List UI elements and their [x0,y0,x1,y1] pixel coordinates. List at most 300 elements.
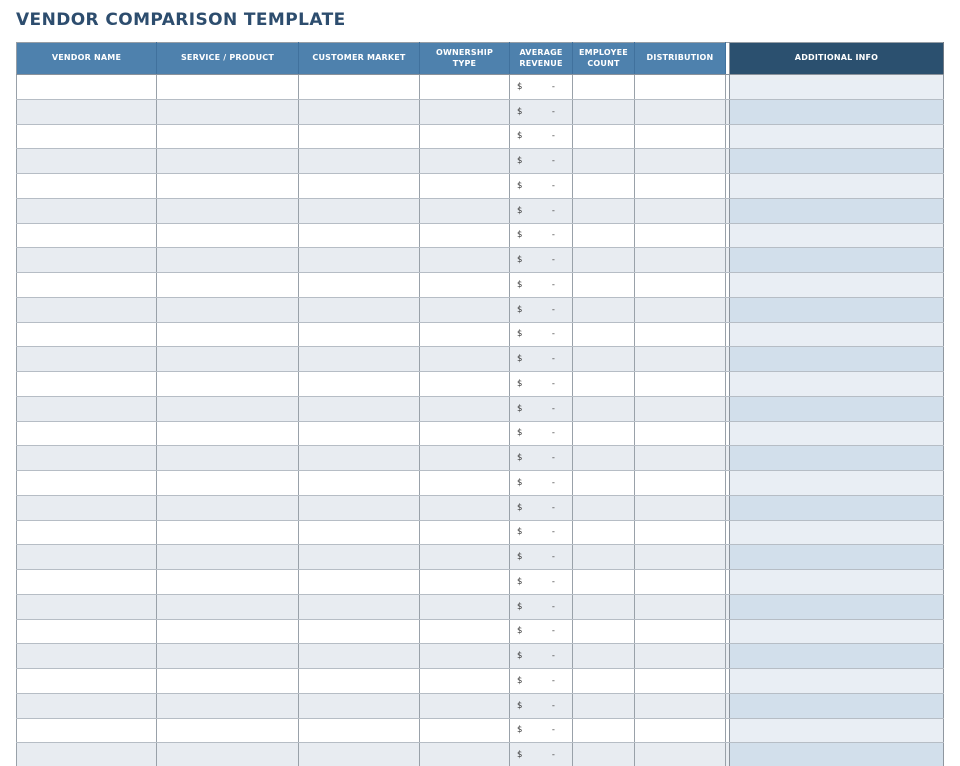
empty-amount: - [551,255,555,266]
cell-customer-market[interactable] [299,421,420,446]
cell-customer-market[interactable] [299,495,420,520]
cell-service-product[interactable] [157,495,299,520]
table-row [17,421,944,446]
revenue-placeholder [510,719,572,743]
cell-distribution[interactable] [635,248,726,273]
cell-vendor-name[interactable] [17,718,157,743]
revenue-placeholder [510,75,572,99]
revenue-placeholder [510,570,572,594]
cell-distribution[interactable] [635,99,726,124]
cell-additional-info[interactable] [730,545,944,570]
cell-customer-market[interactable] [299,174,420,199]
cell-customer-market[interactable] [299,718,420,743]
cell-distribution[interactable] [635,322,726,347]
table-row [17,297,944,322]
table-row [17,322,944,347]
cell-additional-info[interactable] [730,693,944,718]
cell-ownership-type[interactable] [420,75,510,100]
cell-additional-info[interactable] [730,471,944,496]
cell-additional-info[interactable] [730,248,944,273]
cell-distribution[interactable] [635,743,726,766]
cell-customer-market[interactable] [299,124,420,149]
cell-customer-market[interactable] [299,347,420,372]
cell-vendor-name[interactable] [17,570,157,595]
cell-distribution[interactable] [635,644,726,669]
cell-average-revenue[interactable] [510,99,573,124]
cell-vendor-name[interactable] [17,223,157,248]
cell-vendor-name[interactable] [17,743,157,766]
cell-ownership-type[interactable] [420,347,510,372]
cell-additional-info[interactable] [730,594,944,619]
empty-amount: - [551,403,555,414]
cell-average-revenue[interactable] [510,223,573,248]
cell-additional-info[interactable] [730,619,944,644]
cell-ownership-type[interactable] [420,372,510,397]
cell-customer-market[interactable] [299,471,420,496]
currency-symbol: $ [517,626,523,637]
currency-symbol: $ [517,131,523,142]
empty-amount: - [551,378,555,389]
cell-additional-info[interactable] [730,99,944,124]
cell-ownership-type[interactable] [420,619,510,644]
cell-customer-market[interactable] [299,322,420,347]
cell-additional-info[interactable] [730,495,944,520]
cell-vendor-name[interactable] [17,693,157,718]
cell-vendor-name[interactable] [17,297,157,322]
cell-additional-info[interactable] [730,347,944,372]
cell-average-revenue[interactable] [510,421,573,446]
cell-additional-info[interactable] [730,372,944,397]
cell-employee-count[interactable] [573,223,635,248]
cell-employee-count[interactable] [573,75,635,100]
currency-symbol: $ [517,329,523,340]
cell-average-revenue[interactable] [510,174,573,199]
cell-ownership-type[interactable] [420,570,510,595]
revenue-placeholder [510,694,572,718]
cell-distribution[interactable] [635,223,726,248]
cell-employee-count[interactable] [573,718,635,743]
cell-vendor-name[interactable] [17,273,157,298]
cell-service-product[interactable] [157,99,299,124]
cell-average-revenue[interactable] [510,297,573,322]
revenue-placeholder [510,595,572,619]
cell-ownership-type[interactable] [420,693,510,718]
cell-distribution[interactable] [635,124,726,149]
empty-amount: - [551,156,555,167]
cell-customer-market[interactable] [299,594,420,619]
cell-additional-info[interactable] [730,396,944,421]
cell-distribution[interactable] [635,198,726,223]
cell-additional-info[interactable] [730,743,944,766]
cell-average-revenue[interactable] [510,644,573,669]
cell-ownership-type[interactable] [420,743,510,766]
currency-symbol: $ [517,255,523,266]
cell-vendor-name[interactable] [17,471,157,496]
column-header-additional-info: ADDITIONAL INFO [730,43,944,75]
cell-additional-info[interactable] [730,174,944,199]
empty-amount: - [551,601,555,612]
empty-amount: - [551,205,555,216]
cell-service-product[interactable] [157,322,299,347]
revenue-placeholder [510,743,572,766]
revenue-placeholder [510,199,572,223]
cell-average-revenue[interactable] [510,545,573,570]
cell-average-revenue[interactable] [510,396,573,421]
cell-ownership-type[interactable] [420,174,510,199]
cell-ownership-type[interactable] [420,644,510,669]
cell-average-revenue[interactable] [510,619,573,644]
cell-ownership-type[interactable] [420,718,510,743]
column-header-customer-market: CUSTOMER MARKET [299,43,420,75]
cell-average-revenue[interactable] [510,495,573,520]
cell-average-revenue[interactable] [510,570,573,595]
cell-additional-info[interactable] [730,223,944,248]
table-header [17,43,944,75]
cell-vendor-name[interactable] [17,174,157,199]
cell-distribution[interactable] [635,75,726,100]
cell-average-revenue[interactable] [510,520,573,545]
cell-service-product[interactable] [157,471,299,496]
cell-service-product[interactable] [157,396,299,421]
cell-distribution[interactable] [635,372,726,397]
cell-additional-info[interactable] [730,322,944,347]
currency-symbol: $ [517,527,523,538]
cell-customer-market[interactable] [299,248,420,273]
cell-vendor-name[interactable] [17,669,157,694]
cell-customer-market[interactable] [299,669,420,694]
cell-employee-count[interactable] [573,248,635,273]
cell-employee-count[interactable] [573,297,635,322]
cell-distribution[interactable] [635,669,726,694]
cell-service-product[interactable] [157,248,299,273]
cell-employee-count[interactable] [573,570,635,595]
cell-employee-count[interactable] [573,198,635,223]
cell-employee-count[interactable] [573,372,635,397]
cell-average-revenue[interactable] [510,75,573,100]
vendor-comparison-table [16,42,944,766]
cell-employee-count[interactable] [573,273,635,298]
cell-average-revenue[interactable] [510,446,573,471]
cell-ownership-type[interactable] [420,322,510,347]
cell-average-revenue[interactable] [510,372,573,397]
cell-customer-market[interactable] [299,693,420,718]
cell-customer-market[interactable] [299,198,420,223]
table-row [17,347,944,372]
currency-symbol: $ [517,81,523,92]
cell-service-product[interactable] [157,644,299,669]
cell-distribution[interactable] [635,545,726,570]
table-row [17,372,944,397]
cell-employee-count[interactable] [573,743,635,766]
currency-symbol: $ [517,106,523,117]
revenue-placeholder [510,644,572,668]
cell-service-product[interactable] [157,520,299,545]
cell-customer-market[interactable] [299,273,420,298]
empty-amount: - [551,453,555,464]
cell-vendor-name[interactable] [17,396,157,421]
cell-ownership-type[interactable] [420,421,510,446]
cell-employee-count[interactable] [573,149,635,174]
revenue-placeholder [510,521,572,545]
cell-customer-market[interactable] [299,619,420,644]
cell-average-revenue[interactable] [510,471,573,496]
cell-additional-info[interactable] [730,520,944,545]
empty-amount: - [551,106,555,117]
cell-employee-count[interactable] [573,396,635,421]
column-header-average-revenue: AVERAGE REVENUE [510,43,573,75]
column-header-ownership-type: OWNERSHIP TYPE [420,43,510,75]
table-row [17,520,944,545]
cell-service-product[interactable] [157,594,299,619]
column-header-service-product: SERVICE / PRODUCT [157,43,299,75]
cell-additional-info[interactable] [730,644,944,669]
cell-vendor-name[interactable] [17,322,157,347]
cell-distribution[interactable] [635,174,726,199]
cell-customer-market[interactable] [299,396,420,421]
cell-service-product[interactable] [157,545,299,570]
cell-vendor-name[interactable] [17,520,157,545]
currency-symbol: $ [517,601,523,612]
currency-symbol: $ [517,576,523,587]
cell-vendor-name[interactable] [17,421,157,446]
cell-additional-info[interactable] [730,421,944,446]
cell-employee-count[interactable] [573,545,635,570]
table-row [17,619,944,644]
cell-employee-count[interactable] [573,446,635,471]
empty-amount: - [551,750,555,761]
table-row [17,495,944,520]
cell-service-product[interactable] [157,297,299,322]
cell-service-product[interactable] [157,619,299,644]
cell-average-revenue[interactable] [510,248,573,273]
cell-customer-market[interactable] [299,99,420,124]
cell-additional-info[interactable] [730,570,944,595]
cell-vendor-name[interactable] [17,75,157,100]
cell-service-product[interactable] [157,372,299,397]
cell-employee-count[interactable] [573,174,635,199]
cell-customer-market[interactable] [299,149,420,174]
cell-distribution[interactable] [635,594,726,619]
cell-service-product[interactable] [157,743,299,766]
cell-service-product[interactable] [157,223,299,248]
cell-service-product[interactable] [157,124,299,149]
cell-customer-market[interactable] [299,223,420,248]
cell-distribution[interactable] [635,718,726,743]
cell-customer-market[interactable] [299,75,420,100]
cell-ownership-type[interactable] [420,495,510,520]
revenue-placeholder [510,298,572,322]
cell-service-product[interactable] [157,75,299,100]
table-body [17,75,944,766]
table-row [17,124,944,149]
cell-ownership-type[interactable] [420,520,510,545]
cell-ownership-type[interactable] [420,594,510,619]
cell-service-product[interactable] [157,198,299,223]
cell-employee-count[interactable] [573,347,635,372]
cell-employee-count[interactable] [573,520,635,545]
cell-distribution[interactable] [635,347,726,372]
cell-customer-market[interactable] [299,545,420,570]
revenue-placeholder [510,669,572,693]
cell-employee-count[interactable] [573,669,635,694]
cell-service-product[interactable] [157,669,299,694]
cell-additional-info[interactable] [730,669,944,694]
cell-average-revenue[interactable] [510,149,573,174]
cell-additional-info[interactable] [730,297,944,322]
cell-average-revenue[interactable] [510,198,573,223]
cell-customer-market[interactable] [299,743,420,766]
cell-vendor-name[interactable] [17,545,157,570]
table-row [17,223,944,248]
empty-amount: - [551,502,555,513]
cell-service-product[interactable] [157,149,299,174]
currency-symbol: $ [517,180,523,191]
cell-employee-count[interactable] [573,693,635,718]
cell-vendor-name[interactable] [17,198,157,223]
cell-additional-info[interactable] [730,124,944,149]
cell-customer-market[interactable] [299,372,420,397]
cell-employee-count[interactable] [573,99,635,124]
cell-ownership-type[interactable] [420,545,510,570]
cell-customer-market[interactable] [299,446,420,471]
table-row [17,396,944,421]
cell-ownership-type[interactable] [420,396,510,421]
cell-average-revenue[interactable] [510,718,573,743]
revenue-placeholder [510,174,572,198]
table-row [17,273,944,298]
cell-ownership-type[interactable] [420,198,510,223]
revenue-placeholder [510,149,572,173]
cell-service-product[interactable] [157,718,299,743]
cell-customer-market[interactable] [299,297,420,322]
cell-vendor-name[interactable] [17,248,157,273]
empty-amount: - [551,651,555,662]
table-row [17,149,944,174]
revenue-placeholder [510,224,572,248]
cell-employee-count[interactable] [573,471,635,496]
revenue-placeholder [510,397,572,421]
currency-symbol: $ [517,725,523,736]
cell-customer-market[interactable] [299,520,420,545]
cell-ownership-type[interactable] [420,99,510,124]
currency-symbol: $ [517,354,523,365]
cell-vendor-name[interactable] [17,347,157,372]
table-row [17,644,944,669]
cell-average-revenue[interactable] [510,322,573,347]
cell-service-product[interactable] [157,446,299,471]
cell-vendor-name[interactable] [17,124,157,149]
column-header-distribution: DISTRIBUTION [635,43,726,75]
cell-service-product[interactable] [157,693,299,718]
cell-employee-count[interactable] [573,619,635,644]
cell-ownership-type[interactable] [420,669,510,694]
cell-average-revenue[interactable] [510,273,573,298]
cell-ownership-type[interactable] [420,471,510,496]
cell-distribution[interactable] [635,297,726,322]
empty-amount: - [551,354,555,365]
table-row [17,75,944,100]
cell-employee-count[interactable] [573,644,635,669]
currency-symbol: $ [517,477,523,488]
empty-amount: - [551,725,555,736]
cell-distribution[interactable] [635,520,726,545]
cell-average-revenue[interactable] [510,594,573,619]
cell-service-product[interactable] [157,421,299,446]
cell-distribution[interactable] [635,495,726,520]
cell-vendor-name[interactable] [17,99,157,124]
cell-service-product[interactable] [157,347,299,372]
cell-average-revenue[interactable] [510,347,573,372]
cell-distribution[interactable] [635,693,726,718]
revenue-placeholder [510,273,572,297]
empty-amount: - [551,552,555,563]
cell-ownership-type[interactable] [420,273,510,298]
cell-vendor-name[interactable] [17,446,157,471]
cell-customer-market[interactable] [299,570,420,595]
cell-vendor-name[interactable] [17,644,157,669]
cell-vendor-name[interactable] [17,149,157,174]
currency-symbol: $ [517,675,523,686]
cell-employee-count[interactable] [573,322,635,347]
cell-distribution[interactable] [635,570,726,595]
cell-additional-info[interactable] [730,75,944,100]
cell-vendor-name[interactable] [17,372,157,397]
page-title: VENDOR COMPARISON TEMPLATE [16,10,346,30]
cell-employee-count[interactable] [573,421,635,446]
table-row [17,718,944,743]
cell-ownership-type[interactable] [420,124,510,149]
cell-average-revenue[interactable] [510,124,573,149]
cell-vendor-name[interactable] [17,619,157,644]
cell-ownership-type[interactable] [420,149,510,174]
cell-ownership-type[interactable] [420,446,510,471]
cell-employee-count[interactable] [573,495,635,520]
cell-ownership-type[interactable] [420,248,510,273]
revenue-placeholder [510,347,572,371]
cell-employee-count[interactable] [573,594,635,619]
cell-vendor-name[interactable] [17,594,157,619]
cell-additional-info[interactable] [730,149,944,174]
cell-service-product[interactable] [157,273,299,298]
cell-distribution[interactable] [635,396,726,421]
cell-additional-info[interactable] [730,446,944,471]
empty-amount: - [551,576,555,587]
cell-service-product[interactable] [157,174,299,199]
cell-customer-market[interactable] [299,644,420,669]
cell-vendor-name[interactable] [17,495,157,520]
cell-average-revenue[interactable] [510,669,573,694]
cell-average-revenue[interactable] [510,693,573,718]
cell-ownership-type[interactable] [420,297,510,322]
cell-average-revenue[interactable] [510,743,573,766]
cell-ownership-type[interactable] [420,223,510,248]
empty-amount: - [551,81,555,92]
cell-additional-info[interactable] [730,198,944,223]
cell-distribution[interactable] [635,421,726,446]
cell-employee-count[interactable] [573,124,635,149]
cell-distribution[interactable] [635,273,726,298]
cell-distribution[interactable] [635,471,726,496]
cell-distribution[interactable] [635,446,726,471]
cell-distribution[interactable] [635,149,726,174]
cell-service-product[interactable] [157,570,299,595]
revenue-placeholder [510,100,572,124]
cell-additional-info[interactable] [730,718,944,743]
cell-distribution[interactable] [635,619,726,644]
column-header-employee-count: EMPLOYEE COUNT [573,43,635,75]
cell-additional-info[interactable] [730,273,944,298]
currency-symbol: $ [517,403,523,414]
